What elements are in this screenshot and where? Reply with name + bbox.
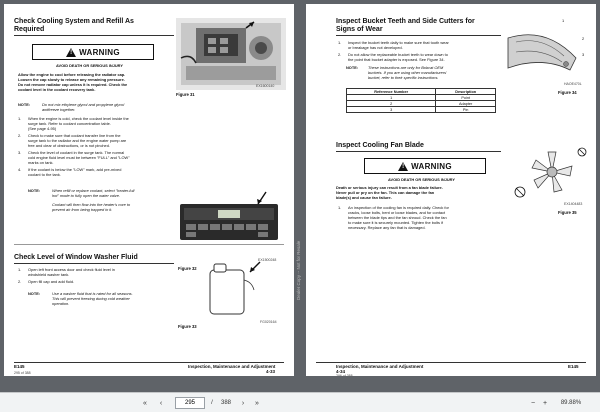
warning-box [32,44,154,60]
right-title-line1: Inspect Bucket Teeth and Side Cutters for [336,18,475,25]
right-page [306,4,596,376]
fan-warning-body [336,185,506,200]
fig35-code: EX1404483 [564,202,583,206]
page-number-input[interactable] [175,397,205,409]
note-line: These instructions are only for Bobcat OEM [368,65,444,70]
step-text [28,279,74,284]
callout-2: 2 [582,36,585,41]
total-pages: 388 [220,400,231,406]
note1-text [42,102,172,112]
warning-line: Allow the engine to cool before releasing the radiator cap. [18,72,126,77]
step-item [18,116,178,131]
note-line: This will prevent freezing during cold weather [52,296,130,301]
footer-model: E145 [14,364,25,369]
step-item [18,267,178,277]
current-page-value: 295 [184,400,195,406]
title-rule [336,151,501,152]
note-line: buckets. If you are using other manufacturers' [368,70,447,75]
step-line: An inspection of the cooling fan is required daily. Check for [348,205,449,210]
page-counter: 296 of 388 [336,374,353,376]
warning-line: coolant level in the coolant recovery tank. [18,87,96,92]
footer-rule [14,362,284,363]
warning-triangle-icon [66,48,76,57]
step-line: marks on tank. [28,160,54,165]
step-item [338,52,503,62]
watermark-text: Dealer Copy -- Not for Resale [296,240,301,300]
washer-tank-image [200,260,280,320]
table-cell: Pin [436,107,496,113]
step-line: surge tank to the radiator and the engine water pump are [28,138,127,143]
step-number: 2. [18,133,22,138]
step-item [18,167,178,177]
fig31-caption: Figure 31 [176,92,195,97]
note3-label: NOTE: [28,291,41,296]
step-line: between the blade tips and the fan shroud. Check the fan [348,215,447,220]
warning-line: Death or serious injury can result from a fan blade failure. [336,185,443,190]
note-line: bucket, refer to their specific instructions. [368,75,439,80]
step-number: 3. [18,150,22,155]
bucket-tooth-image [506,18,590,90]
warning-line: Do not remove radiator cap unless it is required. Check the [18,82,128,87]
step-line: the point that bucket adapter is exposed. See Figure 34. [348,57,445,62]
step-text [28,116,129,131]
step-line: or breakage has not developed. [348,45,403,50]
page-counter: 295 of 388 [14,371,31,375]
fig35-caption: Figure 35 [558,210,577,215]
step-line: necessary. Replace any fan that is damaged. [348,225,426,230]
avoid-text: AVOID DEATH OR SERIOUS INJURY [56,63,123,68]
fig32-caption: Figure 32 [178,266,197,271]
step-number: 4. [18,167,22,172]
note-line: hot" mode to fully open the water valve. [52,193,120,198]
cooling-fan-image [512,142,590,204]
step-line: free and clear of obstructions, or is not pinched. [28,143,110,148]
step-line: to make sure it is securely mounted. Tighten the bolts if [348,220,443,225]
zoom-level[interactable]: 89.88% [560,400,582,406]
dealer-watermark [296,180,304,300]
step-number: 1. [18,267,22,272]
note1-label: NOTE: [18,102,31,107]
footer-title: Inspection, Maintenance and Adjustment [336,364,424,369]
note2-label: NOTE: [28,188,41,193]
step-number: 1. [338,40,342,45]
note-line: Do not mix ethylene glycol and propylene glycol [42,102,125,107]
control-panel-image [178,184,284,256]
left-title-line1: Check Cooling System and Refill As [14,18,134,25]
callout-1: 1 [562,18,565,23]
table-cell: 3 [347,107,436,113]
section-divider [14,244,284,245]
step-text [28,150,130,165]
step-number: 1. [18,116,22,121]
step-line: Check the level of coolant in the surge tank. The normal [28,150,125,155]
table-header: Reference Number [347,89,436,95]
title-rule [336,35,501,36]
step-text [28,267,115,277]
note-line: operation. [52,301,70,306]
warning-triangle-icon [398,162,408,171]
warning-line: Never pull or pry on the fan. This can damage the fan [336,190,435,195]
page-separator: / [211,400,213,406]
step-text [28,167,121,177]
footer-page: 4-34 [336,369,346,374]
step-line: coolant to the tank. [28,172,61,177]
first-page-button[interactable]: « [143,399,147,407]
footer-rule [316,362,586,363]
step-item [18,279,178,284]
step-line: Do not allow the replaceable bucket teeth to wear down to [348,52,448,57]
note2-text [52,188,177,212]
step-line: Open left front access door and check fluid level in [28,267,115,272]
step-item [18,133,178,148]
step-text [28,133,126,148]
footer-page: 4-33 [266,369,276,374]
zoom-in-button[interactable]: + [542,399,548,407]
table-header: Description [436,89,496,95]
note-label: NOTE: [346,65,359,70]
footer-title: Inspection, Maintenance and Adjustment [188,364,276,369]
callout-3: 3 [582,52,585,57]
step-line: windshield washer tank. [28,272,70,277]
table-row [347,107,496,113]
fig33-code: FG020164 [260,320,277,324]
warning-box [364,158,486,174]
step-line: If the coolant is below the "LOW" mark, add pre-mixed [28,167,122,172]
step-line: cold engine fluid level must be between "FULL" and "LOW" [28,155,130,160]
table-cell: Point [436,95,496,101]
note3-text [52,291,177,306]
washer-step-list [18,267,178,286]
note-line: antifreeze together. [42,107,76,112]
prev-page-button[interactable]: ‹ [159,399,163,407]
table-cell: 1 [347,95,436,101]
fan-step-list [338,205,508,230]
section2-title: Check Level of Window Washer Fluid [14,254,138,261]
viewer-toolbar [0,392,600,412]
fig34-caption: Figure 34 [558,90,577,95]
note-line: Coolant will then flow into the heater's core to [52,202,131,207]
left-page [4,4,294,376]
right-title-line2: Signs of Wear [336,26,383,33]
step-item [338,40,503,50]
fig31-code: EX1600140 [256,84,275,88]
title-rule [14,35,174,36]
step-line: Check to make sure that coolant transfer line from the [28,133,121,138]
note-text [368,65,503,80]
avoid-text: AVOID DEATH OR SERIOUS INJURY [388,177,455,182]
warning-body [18,72,178,92]
left-step-list [18,116,178,179]
step-text [348,40,449,50]
note-line: prevent air from being trapped in it. [52,207,113,212]
note-line: When refill or replace coolant, select "heater-full [52,188,135,193]
step-number: 1. [338,205,342,210]
left-title-line2: Required [14,26,45,33]
reference-table [346,88,496,113]
step-line: (See page 4-95) [28,126,57,131]
step-number: 2. [338,52,342,57]
step-text [348,205,449,230]
step-text [348,52,448,62]
fig33-caption: Figure 33 [178,324,197,329]
step-number: 2. [18,279,22,284]
next-page-button[interactable]: › [241,399,245,407]
warning-line: blade(s) and cause fan failure. [336,195,392,200]
warning-line: Loosen the cap slowly to release any remaining pressure. [18,77,125,82]
fig32-code: EX1500248 [258,258,277,262]
step-item [18,150,178,165]
last-page-button[interactable]: » [255,399,259,407]
title-rule [14,263,174,264]
warning-label: WARNING [79,47,120,57]
step-line: Open fill cap and add fluid. [28,279,75,284]
step-line: Inspect the bucket teeth daily to make sure that tooth wear [348,40,449,45]
fan-section-title: Inspect Cooling Fan Blade [336,142,424,149]
bucket-step-list [338,40,503,64]
table-cell: Adapter [436,101,496,107]
note-line: Use a washer fluid that is rated for all seasons. [52,291,133,296]
footer-model: E145 [568,364,579,369]
warning-label: WARNING [411,161,452,171]
engine-compartment-image [176,18,286,90]
zoom-out-button[interactable]: − [530,399,536,407]
fig34-code: HAOE470L [564,82,582,86]
table-cell: 2 [347,101,436,107]
step-line: When the engine is cold, check the coolant level inside the [28,116,129,121]
step-line: surge tank. Refer to coolant concentration table. [28,121,111,126]
step-item [338,205,508,230]
step-line: cracks, loose bolts, bent or loose blades, and for contact [348,210,446,215]
